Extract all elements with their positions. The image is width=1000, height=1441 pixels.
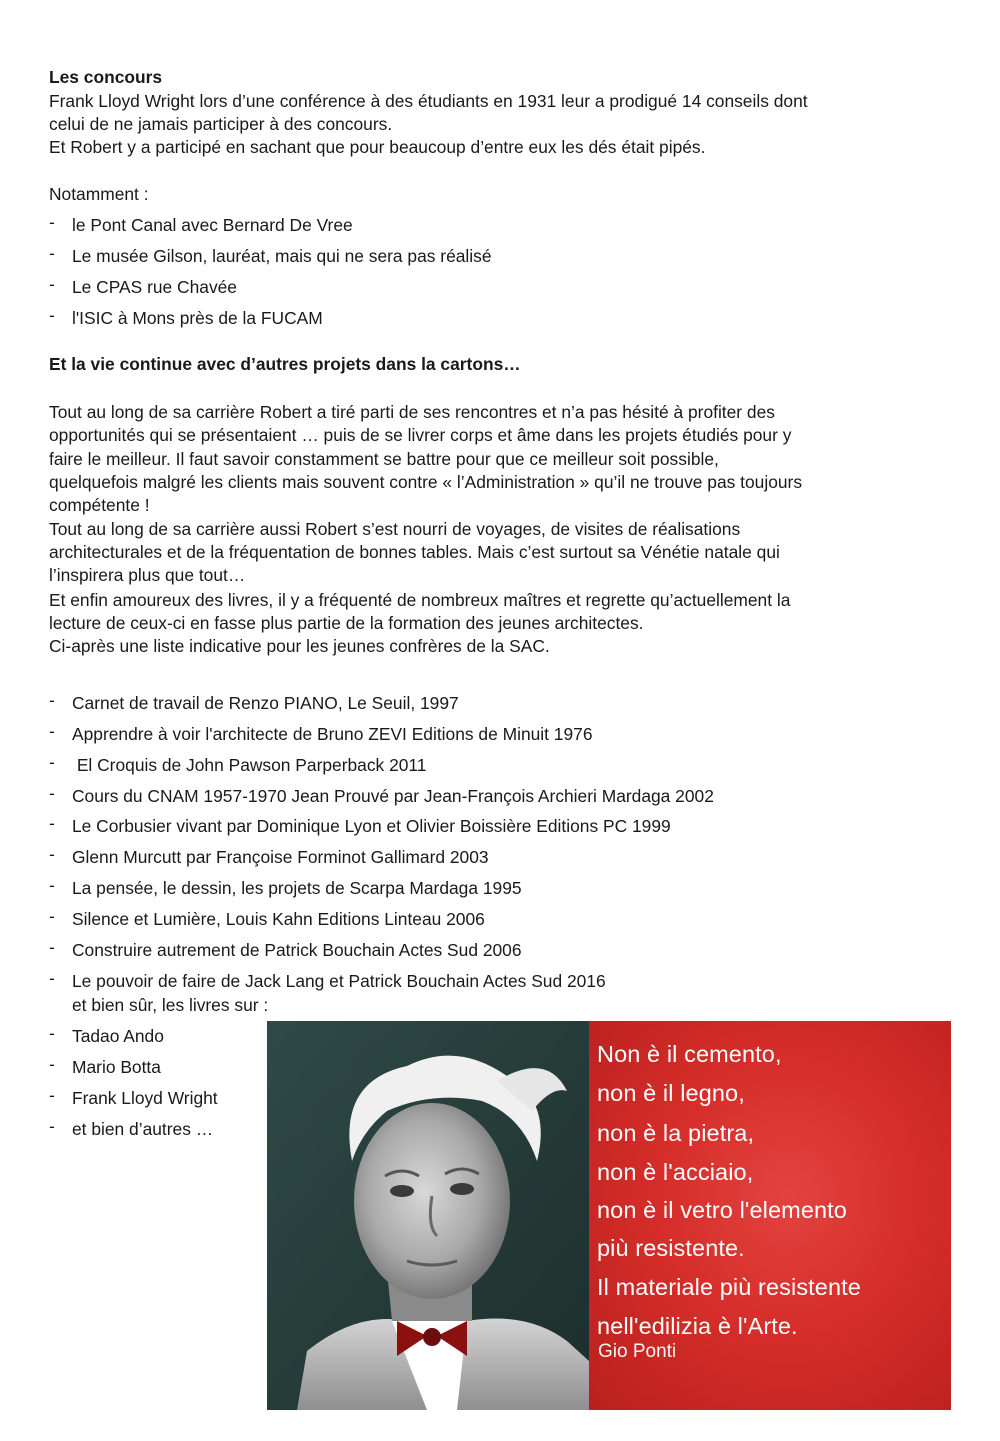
paragraph-line: Et enfin amoureux des livres, il y a fréquenté de nombreux maîtres et regrette qu’actuellement la <box>49 590 791 610</box>
paragraph-line: l’inspirera plus que tout… <box>49 565 246 585</box>
quote-line: più resistente. <box>597 1235 745 1261</box>
paragraph-line: faire le meilleur. Il faut savoir constamment se battre pour que ce meilleur soit possible, <box>49 449 719 469</box>
paragraph-line: Ci-après une liste indicative pour les jeunes confrères de la SAC. <box>49 636 550 656</box>
intro-line: Et Robert y a participé en sachant que pour beaucoup d’entre eux les dés était pipés. <box>49 137 706 157</box>
quote-author: Gio Ponti <box>598 1341 677 1362</box>
quote-line: non è il legno, <box>597 1080 745 1106</box>
paragraph-line: lecture de ceux-ci en fasse plus partie de la formation des jeunes architectes. <box>49 613 644 633</box>
intro-line: Frank Lloyd Wright lors d’une conférence à des étudiants en 1931 leur a prodigué 14 conseils dont <box>49 91 808 111</box>
quote-line: nell'edilizia è l'Arte. <box>597 1313 798 1339</box>
paragraph-line: compétente ! <box>49 495 150 515</box>
section-title: Et la vie continue avec d’autres projets dans la cartons… <box>49 354 521 374</box>
paragraph-line: opportunités qui se présentaient … puis de se livrer corps et âme dans les projets étudiés pour y <box>49 425 792 445</box>
paragraph-line: quelquefois malgré les clients mais souvent contre « l’Administration » qu’il ne trouve pas toujours <box>49 472 803 492</box>
quote-line: Non è il cemento, <box>597 1041 782 1067</box>
paragraph-line: Tout au long de sa carrière aussi Robert s’est nourri de voyages, de visites de réalisations <box>49 519 741 539</box>
quote-image <box>267 1021 951 1410</box>
notamment-label: Notamment : <box>49 184 149 204</box>
quote-line: non è la pietra, <box>597 1120 755 1146</box>
portrait-photo <box>267 1021 589 1410</box>
quote-line: non è il vetro l'elemento <box>597 1197 847 1223</box>
books-after: et bien sûr, les livres sur : <box>72 995 269 1015</box>
paragraph-line: architecturales et de la fréquentation de bonnes tables. Mais c’est surtout sa Vénétie natale qui <box>49 542 780 562</box>
section-title: Les concours <box>49 67 163 87</box>
quote-line: Il materiale più resistente <box>597 1274 861 1300</box>
quote-line: non è l'acciaio, <box>597 1159 754 1185</box>
paragraph-line: Tout au long de sa carrière Robert a tiré parti de ses rencontres et n’a pas hésité à profiter des <box>49 402 775 422</box>
intro-line: celui de ne jamais participer à des concours. <box>49 114 393 134</box>
